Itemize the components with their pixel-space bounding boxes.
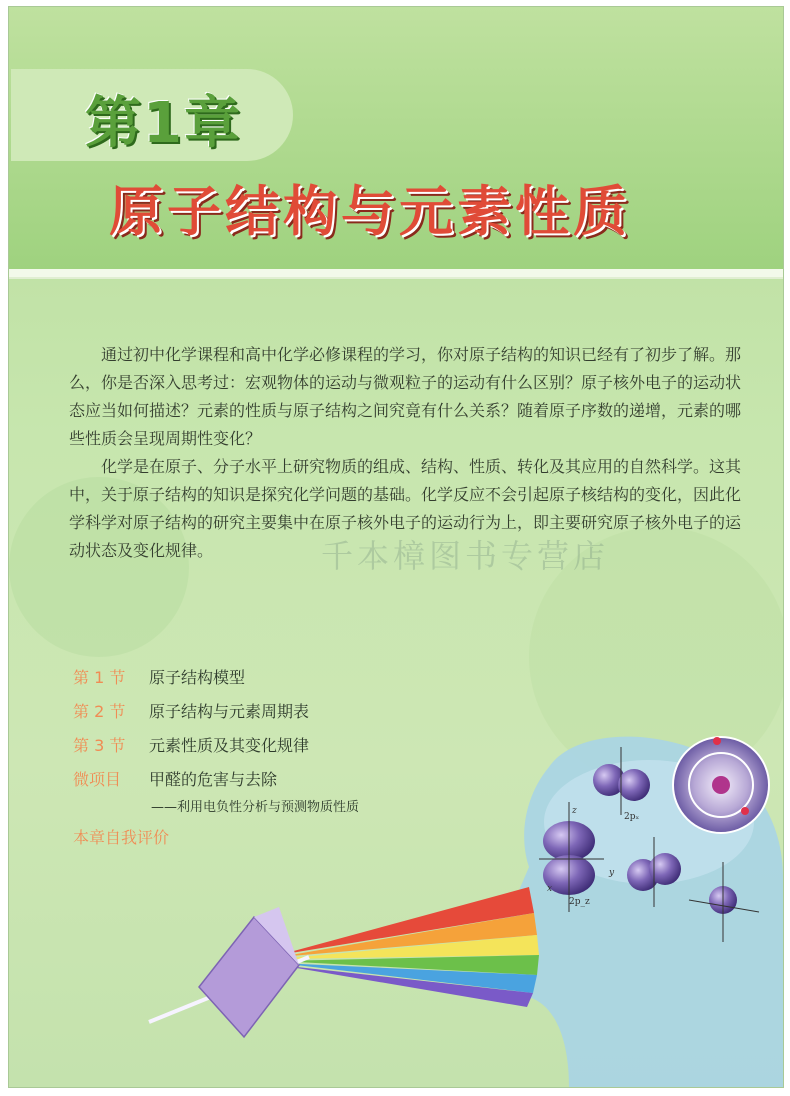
axis-x-label: x	[547, 884, 553, 894]
toc-section-title: 元素性质及其变化规律	[149, 735, 310, 755]
textbook-page	[8, 6, 784, 1088]
light-beam	[279, 887, 539, 1007]
intro-paragraph: 通过初中化学课程和高中化学必修课程的学习，你对原子结构的知识已经有了初步了解。那么，你是否深入思考过：宏观物体的运动与微观粒子的运动有什么区别？原子核外电子的运动状态应当如何描述？元素的性质与原子结构之间究竟有什么关系？随着原子序数的递增，元素的哪些性质会呈现周期性变化？	[69, 345, 742, 448]
prism-icon	[199, 907, 299, 1037]
toc-item[interactable]	[73, 761, 359, 795]
toc-item[interactable]	[73, 727, 359, 761]
toc-section-number: 第 2 节	[73, 701, 126, 721]
toc-section-title: 甲醛的危害与去除	[149, 769, 278, 789]
chapter-number: 第1章	[85, 91, 242, 156]
toc-section-number: 第 1 节	[73, 667, 126, 687]
toc-section-number: 微项目	[73, 769, 122, 789]
chapter-contents	[73, 659, 359, 848]
toc-subtitle: ——利用电负性分析与预测物质性质	[151, 800, 360, 815]
orbital-pz-label: 2p_z	[569, 897, 590, 907]
toc-item[interactable]	[73, 693, 359, 727]
axis-z-label: z	[572, 806, 577, 816]
toc-item[interactable]	[73, 659, 359, 693]
watermark: 千本樟图书专营店	[321, 537, 610, 575]
toc-section-title: 原子结构与元素周期表	[149, 701, 310, 721]
axis-y-label: y	[609, 868, 615, 878]
toc-section-number: 第 3 节	[73, 735, 126, 755]
self-evaluation-link[interactable]: 本章自我评价	[73, 828, 170, 847]
orbital-px-label: 2pₓ	[624, 812, 640, 822]
chapter-title: 原子结构与元素性质	[109, 179, 631, 243]
atom-model-icon	[673, 737, 769, 833]
toc-section-title: 原子结构模型	[149, 667, 246, 687]
intro-paragraph: 化学是在原子、分子水平上研究物质的组成、结构、性质、转化及其应用的自然科学。这其中，关于原子结构的知识是探究化学问题的基础。化学反应不会引起原子核结构的变化，因此化学科学对原子结构的研究主要集中在原子核外电子的运动行为上，即主要研究原子核外电子的运动状态及变化规律。	[69, 457, 742, 560]
